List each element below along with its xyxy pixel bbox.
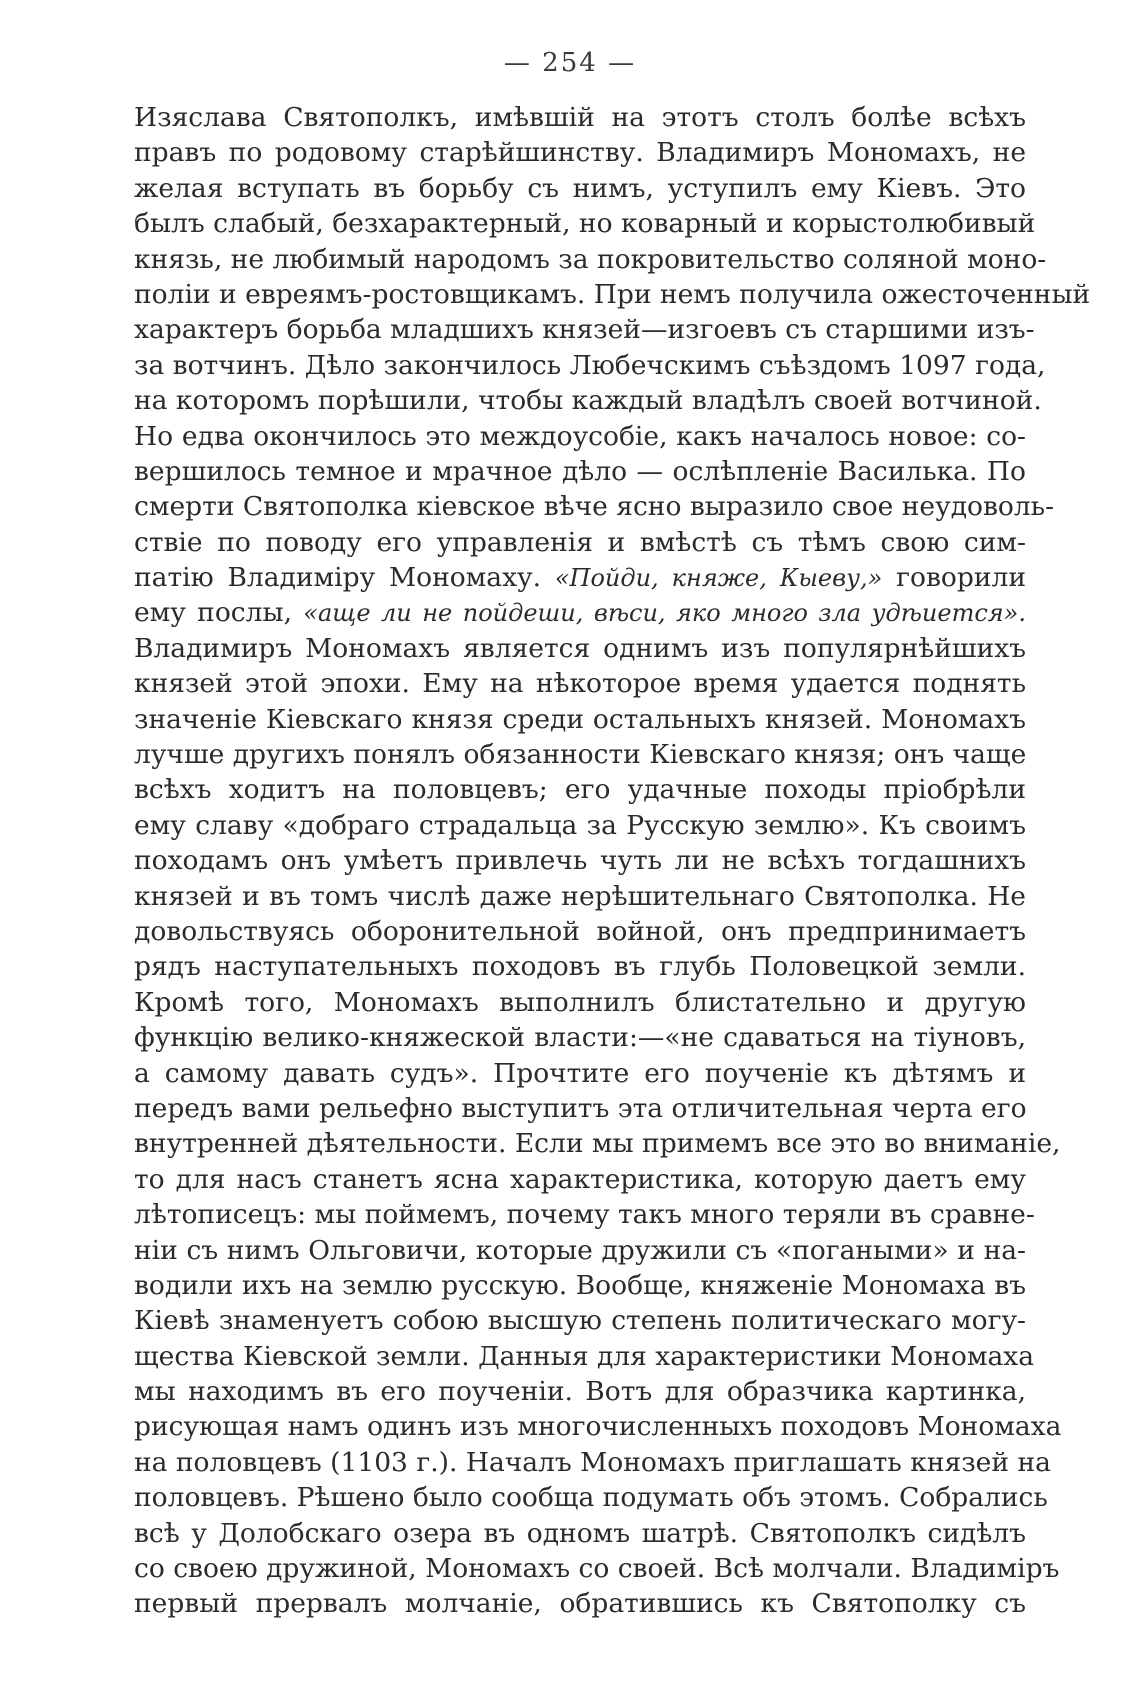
text-line: передъ вами рельефно выступитъ эта отличительная черта его xyxy=(134,1092,1027,1124)
text-line: князей этой эпохи. Ему на нѣкоторое время удается поднять xyxy=(134,668,1026,700)
text-line: Кромѣ того, Мономахъ выполнилъ блистательно и другую xyxy=(134,986,1026,1018)
text-line: за вотчинъ. Дѣло закончилось Любечскимъ съѣздомъ 1097 года, xyxy=(134,349,1046,381)
text-line: на которомъ порѣшили, чтобы каждый владѣлъ своей вотчиной. xyxy=(134,385,1042,417)
text-line: внутренней дѣятельности. Если мы примемъ все это во вниманіе, xyxy=(134,1128,1061,1160)
quote-text: «аще ли не пойдеши, вѣси, яко много зла удѣиется». xyxy=(303,599,1026,628)
text-line: то для насъ станетъ ясна характеристика, которую даетъ ему xyxy=(134,1163,1026,1195)
text-line: былъ слабый, безхарактерный, но коварный и корыстолюбивый xyxy=(134,208,1036,240)
text-line: со своею дружиной, Мономахъ со своей. Всѣ молчали. Владиміръ xyxy=(134,1553,1060,1585)
text-line: всѣхъ ходитъ на половцевъ; его удачные походы пріобрѣли xyxy=(134,774,1026,806)
text-line: лѣтописецъ: мы поймемъ, почему такъ много теряли въ сравне- xyxy=(134,1199,1035,1231)
text-line-with-quote xyxy=(134,595,1026,630)
text-fragment: ему послы, xyxy=(134,597,292,629)
text-line: половцевъ. Рѣшено было сообща подумать объ этомъ. Собрались xyxy=(134,1482,1048,1514)
text-line-with-quote xyxy=(134,560,1026,595)
text-line: Изяслава Святополкъ, имѣвшій на этотъ столъ болѣе всѣхъ xyxy=(134,102,1026,133)
text-line: Владимиръ Мономахъ является однимъ изъ популярнѣйшихъ xyxy=(134,632,1026,664)
text-line: лучше другихъ понялъ обязанности Кіевскаго князя; онъ чаще xyxy=(134,739,1027,771)
text-line: всѣ у Долобскаго озера въ одномъ шатрѣ. Святополкъ сидѣлъ xyxy=(134,1517,1026,1549)
text-line: на половцевъ (1103 г.). Началъ Мономахъ приглашать князей на xyxy=(134,1446,1051,1478)
text-line: первый прервалъ молчаніе, обратившись къ Святополку съ xyxy=(134,1588,1026,1620)
text-line: рисующая намъ одинъ изъ многочисленныхъ походовъ Мономаха xyxy=(134,1411,1062,1443)
text-line: князей и въ томъ числѣ даже нерѣшительнаго Святополка. Не xyxy=(134,880,1026,912)
text-line: правъ по родовому старѣйшинству. Владимиръ Мономахъ, не xyxy=(134,137,1026,169)
text-line: характеръ борьба младшихъ князей—изгоевъ съ старшими изъ- xyxy=(134,314,1035,346)
text-line: ствіе по поводу его управленія и вмѣстѣ съ тѣмъ свою сим- xyxy=(134,526,1026,558)
text-fragment: говорили xyxy=(896,562,1026,594)
page-number: — 254 — xyxy=(503,48,637,78)
quote-text: «Пойди, княже, Кыеву,» xyxy=(554,564,883,593)
text-line: ніи съ нимъ Ольговичи, которые дружили съ «погаными» и на- xyxy=(134,1234,1026,1266)
text-line: щества Кіевской земли. Данныя для характеристики Мономаха xyxy=(134,1340,1034,1372)
text-line: Кіевѣ знаменуетъ собою высшую степень политическаго могу- xyxy=(134,1305,1026,1337)
text-fragment: патію Владиміру Мономаху. xyxy=(134,562,542,594)
text-line: походамъ онъ умѣетъ привлечь чуть ли не всѣхъ тогдашнихъ xyxy=(134,845,1026,877)
text-line: князь, не любимый народомъ за покровительство соляной моно- xyxy=(134,243,1047,275)
text-line: водили ихъ на землю русскую. Вообще, княженіе Мономаха въ xyxy=(134,1269,1026,1301)
text-line: довольствуясь оборонительной войной, онъ предпринимаетъ xyxy=(134,915,1026,947)
text-line: смерти Святополка кіевское вѣче ясно выразило свое неудоволь- xyxy=(134,491,1055,523)
text-line: а самому давать судъ». Прочтите его поученіе къ дѣтямъ и xyxy=(134,1057,1026,1089)
text-line: Но едва окончилось это междоусобіе, какъ началось новое: со- xyxy=(134,420,1026,452)
body-text xyxy=(134,100,1091,1622)
text-line: ему славу «добраго страдальца за Русскую землю». Къ своимъ xyxy=(134,809,1026,841)
text-line: желая вступать въ борьбу съ нимъ, уступилъ ему Кіевъ. Это xyxy=(134,172,1026,204)
text-line: функцію велико-княжеской власти:—«не сдаваться на тіуновъ, xyxy=(134,1022,1026,1054)
text-line: рядъ наступательныхъ походовъ въ глубь Половецкой земли. xyxy=(134,951,1026,983)
text-line: мы находимъ въ его поученіи. Вотъ для образчика картинка, xyxy=(134,1376,1026,1408)
text-line: вершилось темное и мрачное дѣло — ослѣпленіе Василька. По xyxy=(134,455,1026,487)
text-line: значеніе Кіевскаго князя среди остальныхъ князей. Мономахъ xyxy=(134,703,1026,735)
text-line: поліи и евреямъ-ростовщикамъ. При немъ получила ожесточенный xyxy=(134,278,1091,310)
